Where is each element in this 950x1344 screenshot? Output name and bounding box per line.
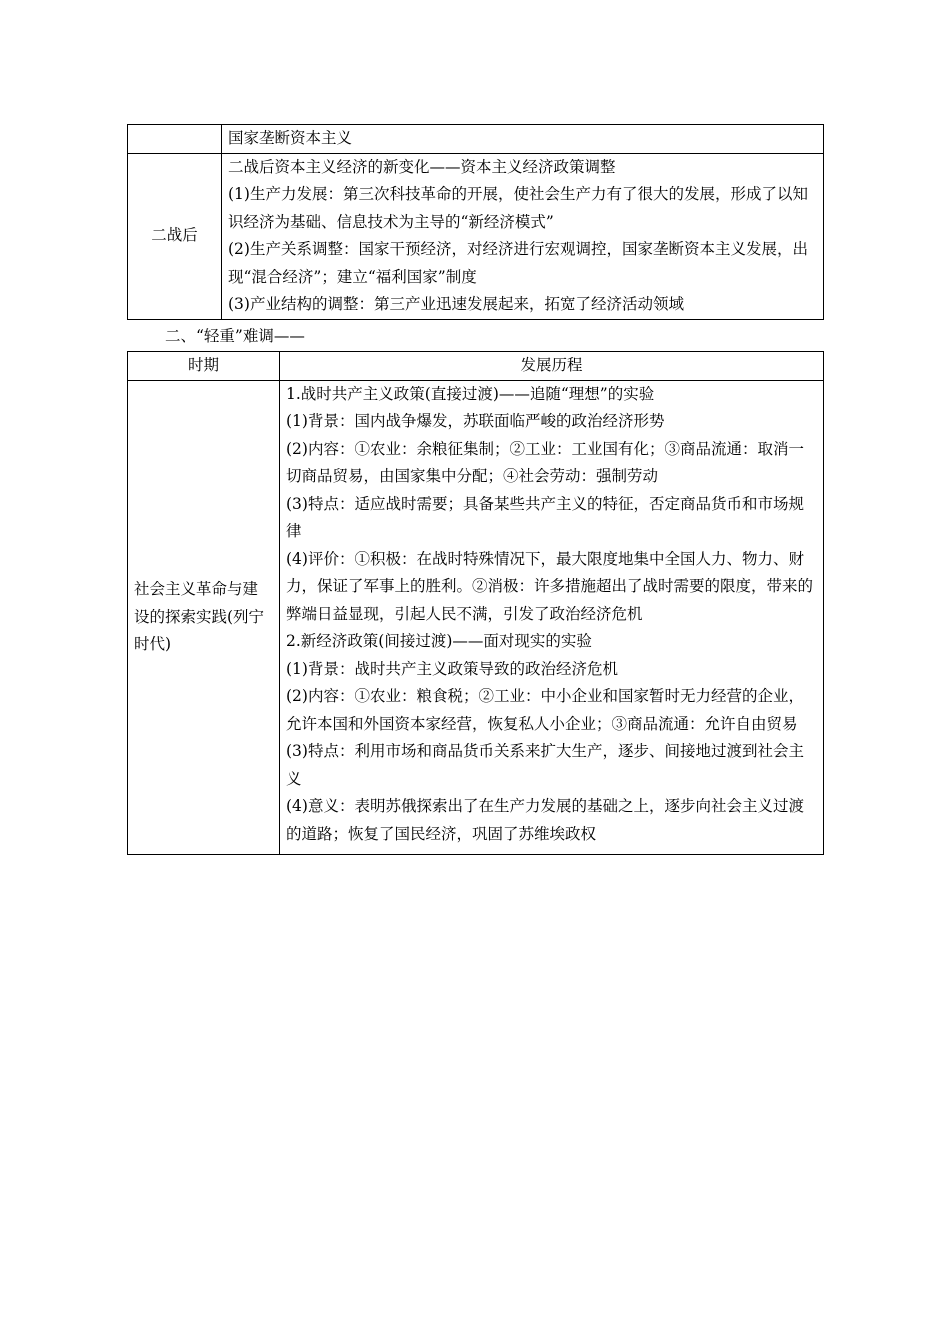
period-label: 二战后 [128, 153, 222, 319]
text-line: 二战后资本主义经济的新变化——资本主义经济政策调整 [228, 157, 616, 176]
table-cell-empty [128, 125, 222, 154]
section-heading: 二、“轻重”难调—— [165, 327, 305, 345]
column-header-process: 发展历程 [280, 352, 824, 381]
period-label: 社会主义革命与建设的探索实践(列宁时代) [128, 380, 280, 855]
table-cell-text [280, 380, 824, 855]
text-line: (3)特点：利用市场和商品货币关系来扩大生产，逐步、间接地过渡到社会主义 [286, 742, 804, 788]
text-line: (2)内容：①农业：余粮征集制；②工业：工业国有化；③商品流通：取消一切商品贸易，由国家集中分配；④社会劳动：强制劳动 [286, 439, 804, 485]
text-line: (3)特点：适应战时需要；具备某些共产主义的特征，否定商品货币和市场规律 [286, 494, 804, 540]
text-line: (1)背景：战时共产主义政策导致的政治经济危机 [286, 659, 618, 678]
socialism-table [127, 351, 824, 855]
column-header-period: 时期 [128, 352, 280, 381]
text-line: (4)评价：①积极：在战时特殊情况下，最大限度地集中全国人力、物力、财力，保证了军事上的胜利。②消极：许多措施超出了战时需要的限度，带来的弊端日益显现，引起人民不满，引发了政治经济危机 [286, 549, 814, 623]
capitalism-table [127, 124, 824, 320]
text-line: (2)生产关系调整：国家干预经济，对经济进行宏观调控，国家垄断资本主义发展，出现“混合经济”；建立“福利国家”制度 [228, 240, 808, 286]
text-line: (1)生产力发展：第三次科技革命的开展，使社会生产力有了很大的发展，形成了以知识经济为基础、信息技术为主导的“新经济模式” [228, 185, 808, 231]
text-line: (1)背景：国内战争爆发，苏联面临严峻的政治经济形势 [286, 412, 665, 430]
text-line: (3)产业结构的调整：第三产业迅速发展起来，拓宽了经济活动领域 [228, 295, 684, 313]
text-line: 1.战时共产主义政策(直接过渡)——追随“理想”的实验 [286, 384, 655, 403]
table-row [128, 380, 824, 855]
table-row [128, 125, 824, 154]
table-cell-text [222, 153, 824, 319]
table-cell-text: 国家垄断资本主义 [222, 125, 824, 154]
text-line: (4)意义：表明苏俄探索出了在生产力发展的基础之上，逐步向社会主义过渡的道路；恢复了国民经济，巩固了苏维埃政权 [286, 797, 804, 843]
table-row [128, 153, 824, 319]
text-line: 2.新经济政策(间接过渡)——面对现实的实验 [286, 632, 592, 650]
text-line: (2)内容：①农业：粮食税；②工业：中小企业和国家暂时无力经营的企业，允许本国和外国资本家经营，恢复私人小企业；③商品流通：允许自由贸易 [286, 687, 804, 733]
table-header-row [128, 352, 824, 381]
